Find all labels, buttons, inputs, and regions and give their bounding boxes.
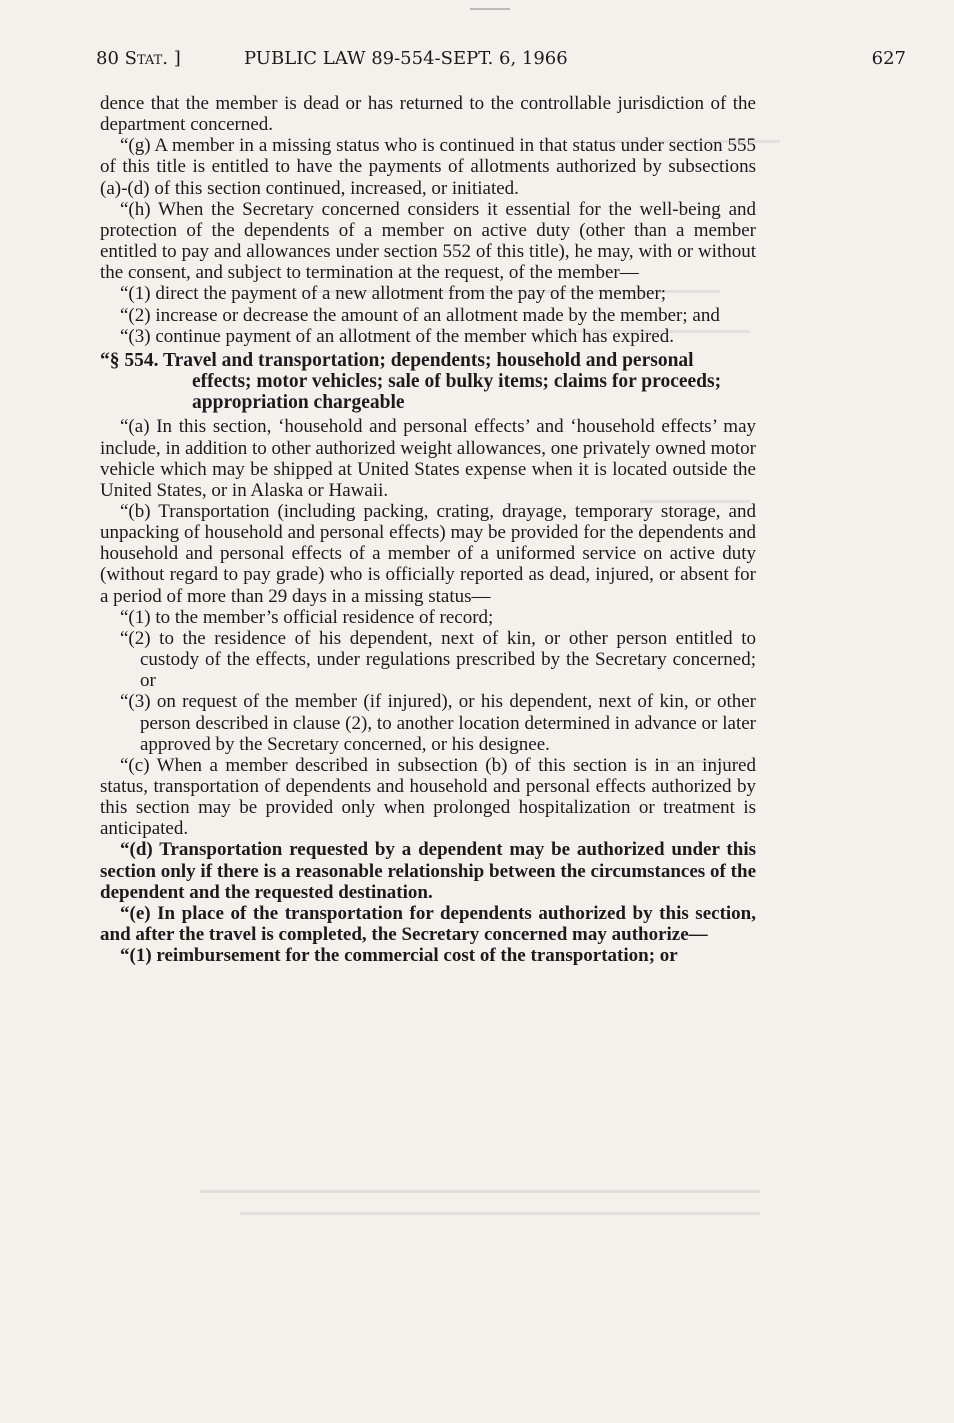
page-body [100,93,756,966]
paragraph-subsection-c: “(c) When a member described in subsection (b) of this section is in an injured status, transportation of dependents and household and personal effects authorized by this section may be provided only when prolonged hospitalization or treatment is anticipated. [100,754,756,840]
clause-h-1: “(1) direct the payment of a new allotment from the pay of the member; [120,283,667,305]
paragraph-subsection-d: “(d) Transportation requested by a dependent may be authorized under this section only if there is a reasonable relationship between the circumstances of the dependent and the requested destination. [100,839,756,903]
clause-e-1: “(1) reimbursement for the commercial cost of the transportation; or [120,945,678,967]
paragraph-subsection-b: “(b) Transportation (including packing, crating, drayage, temporary storage, and unpacking of household and personal effects) may be provided for the dependents and household and personal effects of a member of a uniformed service on active duty (without regard to pay grade) who is officially reported as dead, injured, or absent for a period of more than 29 days in a missing status— [100,500,756,607]
paragraph-continuation: dence that the member is dead or has returned to the controllable jurisdiction of the department concerned. [100,93,756,136]
page-fold-mark [470,8,510,10]
clause-b-1: “(1) to the member’s official residence of record; [120,606,494,628]
paragraph-subsection-h: “(h) When the Secretary concerned considers it essential for the well-being and protection of the dependents of a member on active duty (other than a member entitled to pay and allowances under section 552 of this title), he may, with or without the consent, and subject to termination at the request, of the member— [100,198,756,284]
paragraph-subsection-a: “(a) In this section, ‘household and personal effects’ and ‘household effects’ may include, in addition to other authorized weight allowances, one privately owned motor vehicle which may be shipped at United States expense when it is located outside the United States, or in Alaska or Hawaii. [100,416,756,501]
page-header [96,48,906,74]
clause-h-3: “(3) continue payment of an allotment of the member which has expired. [120,325,674,347]
clause-h-2: “(2) increase or decrease the amount of an allotment made by the member; and [120,304,720,326]
clause-b-2: “(2) to the residence of his dependent, next of kin, or other person entitled to custody of the effects, under regulations prescribed by the Secretary concerned; or [120,627,756,692]
section-heading-554: “§ 554. Travel and transportation; dependents; household and personal effects; motor vehicles; sale of bulky items; claims for proceeds; appropriation chargeable [100,349,722,414]
paragraph-subsection-g: “(g) A member in a missing status who is continued in that status under section 555 of this title is entitled to have the payments of allotments authorized by subsections (a)-(d) of this section continued, increased, or initiated. [100,135,756,199]
clause-b-3: “(3) on request of the member (if injured), or his dependent, next of kin, or other person described in clause (2), to another location determined in advance or later approved by the Secretary concerned, or his designee. [120,691,756,755]
paragraph-subsection-e: “(e) In place of the transportation for dependents authorized by this section, and after the travel is completed, the Secretary concerned may authorize— [100,902,756,946]
header-title: PUBLIC LAW 89-554-SEPT. 6, 1966 [244,48,568,69]
statute-volume-label: 80 Stat. ] [96,48,181,69]
page-number: 627 [871,48,906,69]
